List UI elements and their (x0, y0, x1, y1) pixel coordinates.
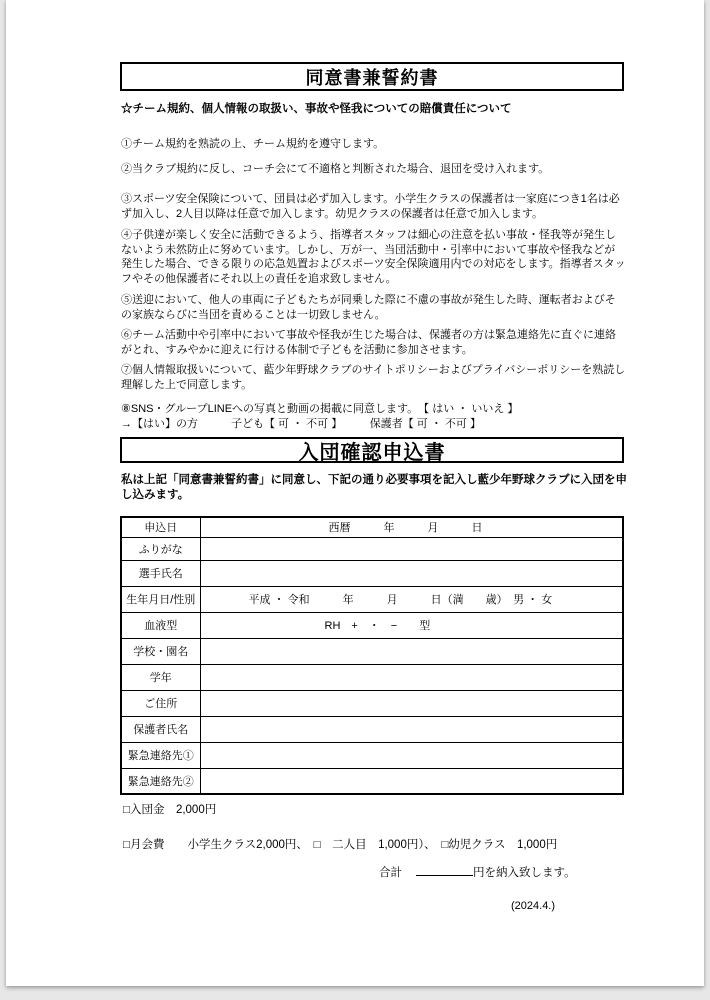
table-row (121, 742, 623, 768)
row-value (200, 537, 623, 560)
row-value: 西暦 年 月 日 (200, 517, 623, 537)
consent-heading: ☆チーム規約、個人情報の取扱い、事故や怪我についての賠償責任について (121, 103, 512, 115)
row-label: 保護者氏名 (121, 716, 200, 742)
monthly-fee-line: □月会費 小学生クラス2,000円、 □ 二人目 1,000円）、 □幼児クラス 1,000円 (123, 839, 558, 851)
document-page (6, 0, 704, 986)
consent-clause-1: ①チーム規約を熟読の上、チーム規約を遵守します。 (121, 138, 385, 150)
table-row (121, 690, 623, 716)
row-label: 生年月日/性別 (121, 586, 200, 612)
issue-date: (2024.4.) (511, 900, 556, 912)
application-title-box (120, 437, 624, 463)
row-value (200, 638, 623, 664)
row-value (200, 664, 623, 690)
table-row (121, 638, 623, 664)
row-label: 緊急連絡先② (121, 768, 200, 794)
row-value (200, 716, 623, 742)
row-label: 学校・園名 (121, 638, 200, 664)
consent-clause-8-followup: →【はい】の方 子ども【 可 ・ 不可 】 保護者【 可 ・ 不可 】 (121, 418, 481, 430)
consent-clause-8: ⑧SNS・グループLINEへの写真と動画の掲載に同意します。 【 はい ・ いいえ 】 (121, 403, 519, 415)
row-value (200, 560, 623, 586)
consent-title-box (120, 62, 624, 91)
application-form-table (120, 516, 624, 795)
row-value: RH + ・ − 型 (200, 612, 623, 638)
consent-clause-3: ③スポーツ安全保険について、団員は必ず加入します。小学生クラスの保護者は一家庭につき1名は必ず加入し、2人目以降は任意で加入します。幼児クラスの保護者は任意で加入します。 (121, 193, 620, 220)
table-row (121, 586, 623, 612)
table-row (121, 768, 623, 794)
row-value: 平成 ・ 令和 年 月 日（満 歳） 男 ・ 女 (200, 586, 623, 612)
row-label: 選手氏名 (121, 560, 200, 586)
table-row (121, 517, 623, 537)
consent-clause-2: ②当クラブ規約に反し、コーチ会にて不適格と判断された場合、退団を受け入れます。 (121, 163, 550, 175)
consent-clause-7: ⑦個人情報取扱いについて、藍少年野球クラブのサイトポリシーおよびプライバシーポリシーを熟読し理解した上で同意します。 (121, 364, 626, 391)
row-value (200, 768, 623, 794)
application-title: 入団確認申込書 (298, 441, 446, 464)
row-label: 血液型 (121, 612, 200, 638)
application-intro: 私は上記「同意書兼誓約書」に同意し、下記の通り必要事項を記入し藍少年野球クラブに入団を申し込みます。 (121, 474, 627, 501)
row-label: 申込日 (121, 517, 200, 537)
consent-title: 同意書兼誓約書 (305, 67, 439, 88)
total-label: 合計 (379, 867, 402, 879)
table-row (121, 612, 623, 638)
row-label: ふりがな (121, 537, 200, 560)
row-value (200, 742, 623, 768)
table-row (121, 716, 623, 742)
row-value (200, 690, 623, 716)
admission-fee-line: □入団金 2,000円 (123, 804, 217, 816)
consent-clause-5: ⑤送迎において、他人の車両に子どもたちが同乗した際に不慮の事故が発生した時、運転者およびその家族ならびに当団を責めることは一切致しません。 (121, 294, 616, 321)
consent-clause-6: ⑥チーム活動中や引率中において事故や怪我が生じた場合は、保護者の方は緊急連絡先に直ぐに連絡がとれ、すみやかに迎えに行ける体制で子どもを活動に参加させます。 (121, 329, 616, 356)
row-label: 学年 (121, 664, 200, 690)
row-label: ご住所 (121, 690, 200, 716)
row-label: 緊急連絡先① (121, 742, 200, 768)
total-line (379, 864, 576, 880)
total-suffix: 円を納入致します。 (473, 867, 576, 879)
table-row (121, 664, 623, 690)
total-amount-blank (416, 865, 473, 876)
table-row (121, 537, 623, 560)
consent-clause-4: ④子供達が楽しく安全に活動できるよう、指導者スタッフは細心の注意を払い事故・怪我等が発生しないよう未然防止に努めています。しかし、万が一、当団活動中・引率中において事故や怪我などが発生した場合、できる限りの応急処置およびスポーツ安全保険適用内での対応をします。指導者スタッフやその他保護者にそれ以上の責任を追求致しません。 (121, 229, 626, 285)
table-row (121, 560, 623, 586)
